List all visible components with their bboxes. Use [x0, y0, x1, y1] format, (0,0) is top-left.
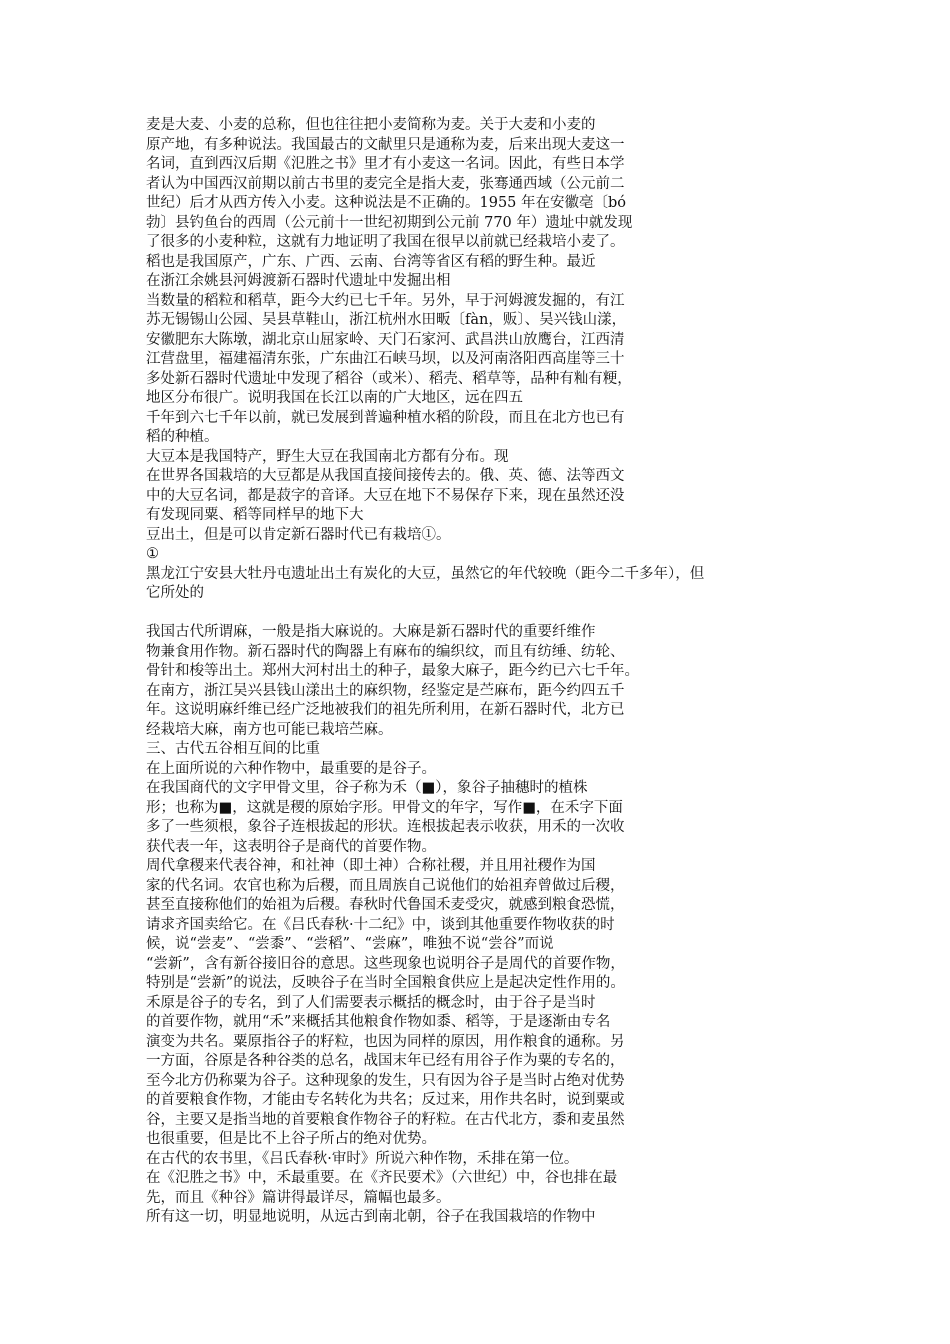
section-grains-origin: [146, 116, 826, 604]
text-line: 特别是“尝新”的说法，反映谷子在当时全国粮食供应上是起决定性作用的。: [146, 975, 625, 991]
text-line: ①: [146, 546, 159, 562]
text-line: 的首要作物，就用“禾”来概括其他粮食作物如黍、稻等，于是逐渐由专名: [146, 1014, 611, 1030]
text-line: 当数量的稻粒和稻草，距今大约已七千年。另外，早于河姆渡发掘的，有江: [146, 292, 625, 309]
text-line: 的首要粮食作物，才能由专名转化为共名；反过来，用作共名时，说到粟或: [146, 1092, 625, 1108]
text-line: 大豆本是我国特产，野生大豆在我国南北方都有分布。现: [146, 448, 509, 465]
text-line: 豆出土，但是可以肯定新石器时代已有栽培①。: [146, 526, 451, 543]
text-line: 物兼食用作物。新石器时代的陶器上有麻布的编织纹，而且有纺缍、纺轮、: [146, 643, 625, 660]
text-line: “尝新”，含有新谷接旧谷的意思。这些现象也说明谷子是周代的首要作物，: [146, 955, 625, 972]
text-line: 在浙江余姚县河姆渡新石器时代遗址中发掘出相: [146, 273, 451, 289]
text-line: 经栽培大麻，南方也可能已栽培苎麻。: [146, 721, 393, 738]
text-line: 多处新石器时代遗址中发现了稻谷（或米）、稻壳、稻草等，品种有籼有粳，: [146, 370, 632, 387]
text-line: 世纪）后才从西方传入小麦。这种说法是不正确的。1955 年在安徽亳〔bó: [146, 195, 627, 211]
text-line: 黑龙江宁安县大牡丹屯遗址出土有炭化的大豆，虽然它的年代较晚（距今二千多年），但: [146, 565, 705, 582]
text-line: 中的大豆名词，都是菽字的音译。大豆在地下不易保存下来，现在虽然还没: [146, 487, 625, 504]
text-line: 苏无锡锡山公园、吴县草鞋山，浙江杭州水田畈〔fàn，贩〕、吴兴钱山漾，: [146, 312, 627, 328]
text-line: 也很重要，但是比不上谷子所占的绝对优势。: [146, 1131, 436, 1147]
section-hemp-and-millet: [146, 623, 826, 1228]
text-line: 麦是大麦、小麦的总称，但也往往把小麦简称为麦。关于大麦和小麦的: [146, 117, 596, 133]
text-line: 骨针和梭等出土。郑州大河村出土的种子，最象大麻子，距今约已六七千年。: [146, 663, 639, 679]
text-line: 家的代名词。农官也称为后稷，而且周族自己说他们的始祖弃曾做过后稷，: [146, 877, 625, 894]
text-line: 江营盘里，福建福清东张，广东曲江石峡马坝，以及河南洛阳西高崖等三十: [146, 351, 625, 367]
text-line: 在世界各国栽培的大豆都是从我国直接间接传去的。俄、英、德、法等西文: [146, 468, 625, 484]
document-body: [146, 116, 826, 1228]
text-line: 获代表一年，这表明谷子是商代的首要作物。: [146, 838, 436, 855]
text-line: 在古代的农书里，《吕氏春秋·审时》所说六种作物，禾排在第一位。: [146, 1150, 579, 1167]
text-line: 多了一些须根，象谷子连根拔起的形状。连根拔起表示收获，用禾的一次收: [146, 819, 625, 835]
text-line: 一方面，谷原是各种谷类的总名，战国末年已经有用谷子作为粟的专名的，: [146, 1053, 625, 1069]
text-line: 在上面所说的六种作物中，最重要的是谷子。: [146, 760, 436, 777]
text-line: 所有这一切，明显地说明，从远古到南北朝，谷子在我国栽培的作物中: [146, 1209, 596, 1225]
text-line: 三、古代五谷相互间的比重: [146, 741, 320, 757]
text-line: 有发现同粟、稻等同样早的地下大: [146, 507, 364, 523]
text-line: 禾原是谷子的专名，到了人们需要表示概括的概念时，由于谷子是当时: [146, 994, 596, 1011]
paragraph-gap: [146, 604, 826, 624]
text-line: 安徽肥东大陈墩，湖北京山屈家岭、天门石家河、武昌洪山放鹰台，江西清: [146, 331, 625, 348]
text-line: 千年到六七千年以前，就已发展到普遍种植水稻的阶段，而且在北方也已有: [146, 409, 625, 426]
text-line: 在南方，浙江吴兴县钱山漾出土的麻织物，经鉴定是苎麻布，距今约四五千: [146, 682, 625, 699]
text-line: 稻的种植。: [146, 429, 219, 445]
text-line: 形；也称为■，这就是稷的原始字形。甲骨文的年字，写作■，在禾字下面: [146, 799, 623, 816]
text-line: 至今北方仍称粟为谷子。这种现象的发生，只有因为谷子是当时占绝对优势: [146, 1072, 625, 1089]
text-line: 先，而且《种谷》篇讲得最详尽，篇幅也最多。: [146, 1189, 451, 1206]
text-line: 周代拿稷来代表谷神，和社神（即土神）合称社稷，并且用社稷作为国: [146, 858, 596, 874]
text-line: 稻也是我国原产，广东、广西、云南、台湾等省区有稻的野生种。最近: [146, 253, 596, 270]
text-line: 谷，主要又是指当地的首要粮食作物谷子的籽粒。在古代北方，黍和麦虽然: [146, 1111, 625, 1128]
text-line: 名词，直到西汉后期《氾胜之书》里才有小麦这一名词。因此，有些日本学: [146, 156, 625, 172]
text-line: 甚至直接称他们的始祖为后稷。春秋时代鲁国禾麦受灾，就感到粮食恐慌，: [146, 897, 625, 913]
text-line: 候，说“尝麦”、“尝黍”、“尝稻”、“尝麻”，唯独不说“尝谷”而说: [146, 936, 554, 952]
text-line: 我国古代所谓麻，一般是指大麻说的。大麻是新石器时代的重要纤维作: [146, 624, 596, 640]
text-line: 地区分布很广。说明我国在长江以南的广大地区，远在四五: [146, 390, 523, 406]
text-line: 演变为共名。粟原指谷子的籽粒，也因为同样的原因，用作粮食的通称。另: [146, 1033, 625, 1050]
text-line: 了很多的小麦种粒，这就有力地证明了我国在很早以前就已经栽培小麦了。: [146, 234, 625, 250]
text-line: 原产地，有多种说法。我国最古的文献里只是通称为麦，后来出现大麦这一: [146, 136, 625, 153]
text-line: 者认为中国西汉前期以前古书里的麦完全是指大麦，张骞通西域（公元前二: [146, 175, 625, 192]
text-line: 勃〕县钓鱼台的西周（公元前十一世纪初期到公元前 770 年）遗址中就发现: [146, 214, 633, 231]
text-line: 请求齐国卖给它。在《吕氏春秋·十二纪》中，谈到其他重要作物收获的时: [146, 916, 615, 933]
text-line: 年。这说明麻纤维已经广泛地被我们的祖先所利用，在新石器时代，北方已: [146, 702, 625, 718]
text-line: 在我国商代的文字甲骨文里，谷子称为禾（■），象谷子抽穗时的植株: [146, 780, 588, 796]
text-line: 它所处的: [146, 585, 204, 601]
text-line: 在《氾胜之书》中，禾最重要。在《齐民要术》（六世纪）中，谷也排在最: [146, 1170, 618, 1186]
